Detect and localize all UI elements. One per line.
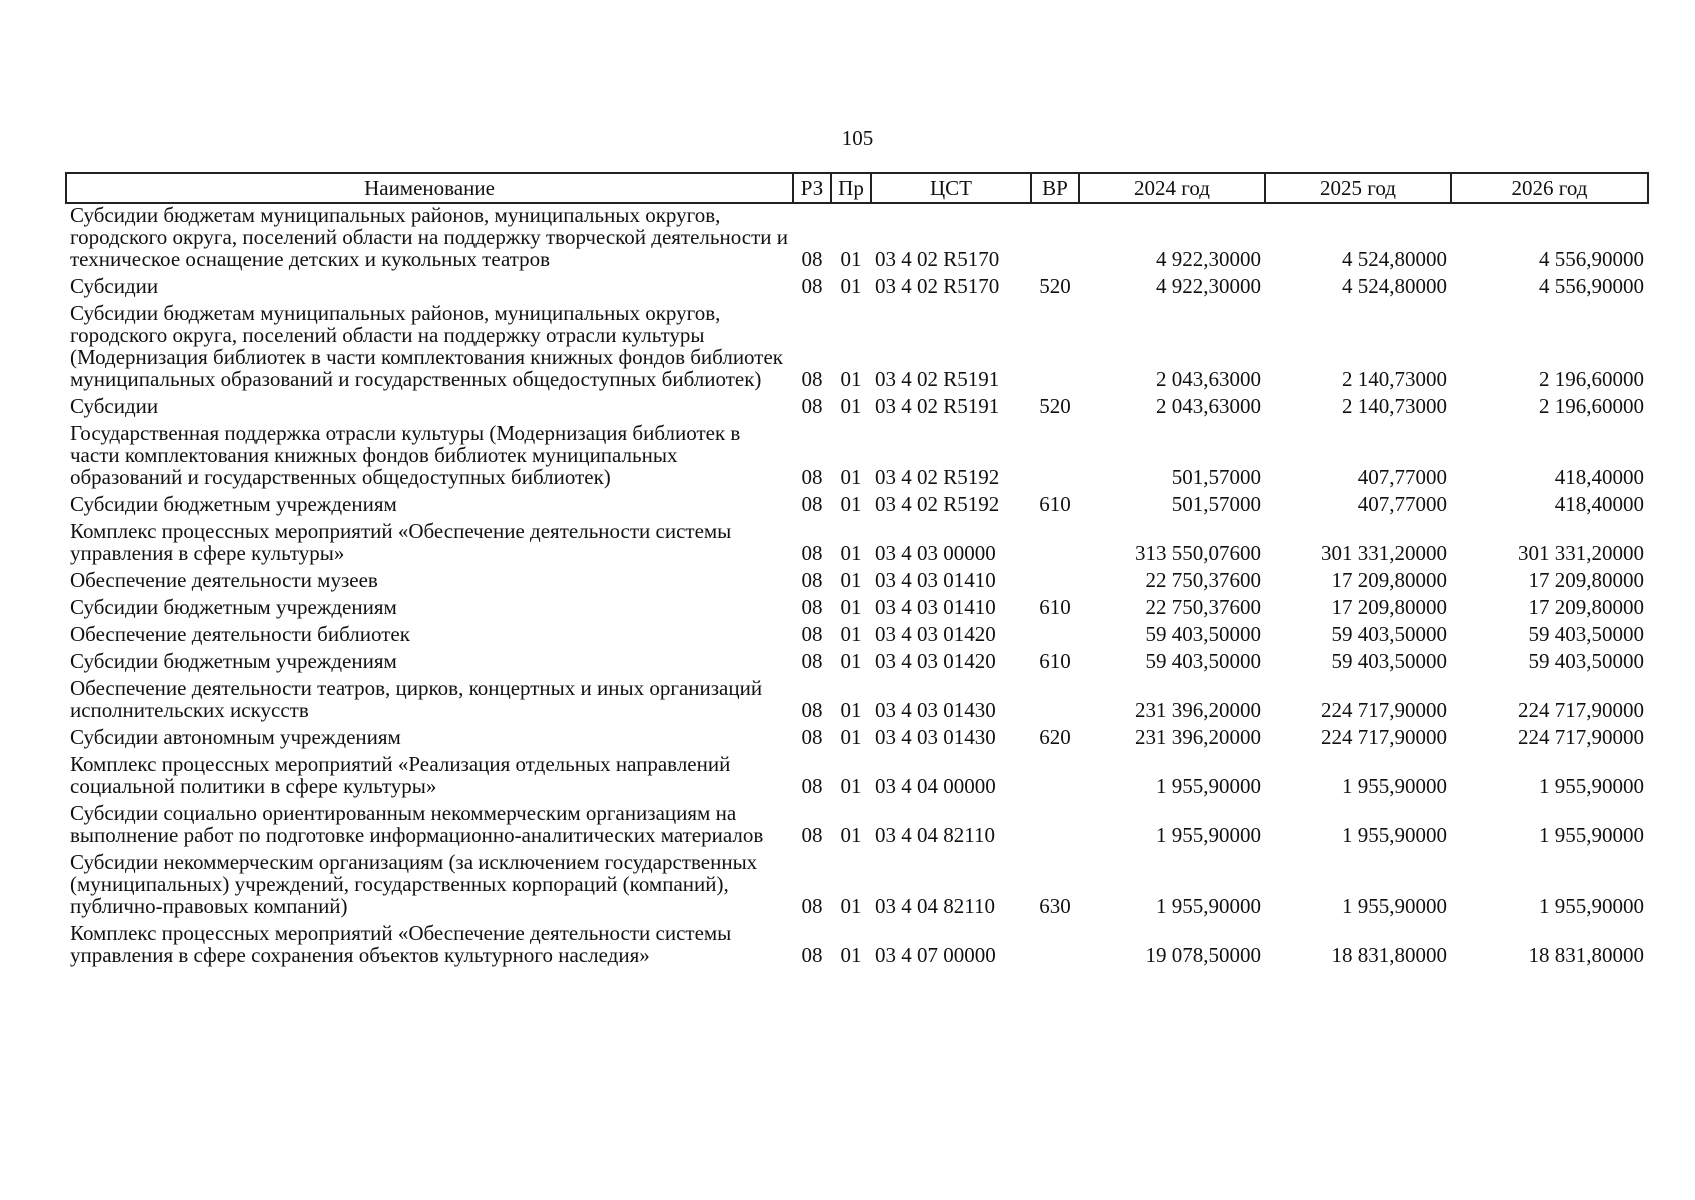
cell-2026: 17 209,80000 xyxy=(1528,595,1644,619)
cell-2026: 2 196,60000 xyxy=(1539,367,1644,391)
cell-2025: 407,77000 xyxy=(1357,465,1447,489)
cell-2025: 17 209,80000 xyxy=(1331,595,1447,619)
cell-rz: 08 xyxy=(801,698,823,722)
cell-2026: 1 955,90000 xyxy=(1539,894,1644,918)
cell-name: Субсидии бюджетным учреждениям xyxy=(70,595,397,619)
header-cst: ЦСТ xyxy=(871,173,1031,203)
cell-pr: 01 xyxy=(840,774,862,798)
cell-2025: 2 140,73000 xyxy=(1342,367,1447,391)
cell-cst: 03 4 03 01410 xyxy=(875,595,996,619)
cell-pr: 01 xyxy=(840,394,862,418)
cell-rz: 08 xyxy=(801,649,823,673)
cell-2025: 407,77000 xyxy=(1357,492,1447,516)
cell-pr: 01 xyxy=(840,367,862,391)
cell-pr: 01 xyxy=(840,595,862,619)
cell-cst: 03 4 02 R5191 xyxy=(875,367,1000,391)
cell-cst: 03 4 02 R5192 xyxy=(875,492,1000,516)
cell-2024: 22 750,37600 xyxy=(1145,595,1261,619)
cell-2024: 2 043,63000 xyxy=(1156,367,1261,391)
cell-vr xyxy=(1031,922,1079,971)
cell-2025: 4 524,80000 xyxy=(1342,274,1447,298)
cell-2025: 1 955,90000 xyxy=(1342,774,1447,798)
cell-2025: 1 955,90000 xyxy=(1342,894,1447,918)
cell-rz: 08 xyxy=(801,725,823,749)
cell-2025: 17 209,80000 xyxy=(1331,568,1447,592)
cell-vr xyxy=(1031,569,1079,596)
header-2026: 2026 год xyxy=(1451,173,1648,203)
cell-cst: 03 4 02 R5192 xyxy=(875,465,1000,489)
cell-rz: 08 xyxy=(801,595,823,619)
cell-name: Субсидии социально ориентированным некоммерческим организациям на выполнение работ по подготовке информационно-аналитических материалов xyxy=(70,801,764,847)
cell-2024: 2 043,63000 xyxy=(1156,394,1261,418)
header-rz: РЗ xyxy=(793,173,831,203)
cell-name: Субсидии бюджетам муниципальных районов, муниципальных округов, городского округа, поселений области на поддержку творческой деятельности и техническое оснащение детских и кукольных театров xyxy=(70,203,788,271)
cell-2025: 1 955,90000 xyxy=(1342,823,1447,847)
cell-rz: 08 xyxy=(801,274,823,298)
cell-vr xyxy=(1031,520,1079,569)
table-body xyxy=(66,203,1648,971)
table-row xyxy=(66,395,1648,422)
cell-name: Субсидии автономным учреждениям xyxy=(70,725,401,749)
cell-2026: 59 403,50000 xyxy=(1528,649,1644,673)
header-name: Наименование xyxy=(66,173,793,203)
cell-2026: 1 955,90000 xyxy=(1539,823,1644,847)
cell-rz: 08 xyxy=(801,465,823,489)
cell-vr: 620 xyxy=(1039,725,1071,749)
cell-2024: 22 750,37600 xyxy=(1145,568,1261,592)
table-header-row xyxy=(66,173,1648,203)
cell-2026: 4 556,90000 xyxy=(1539,247,1644,271)
cell-cst: 03 4 04 00000 xyxy=(875,774,996,798)
cell-pr: 01 xyxy=(840,649,862,673)
cell-2026: 224 717,90000 xyxy=(1518,725,1644,749)
cell-2024: 59 403,50000 xyxy=(1145,649,1261,673)
table-row xyxy=(66,493,1648,520)
cell-cst: 03 4 03 00000 xyxy=(875,541,996,565)
cell-2024: 59 403,50000 xyxy=(1145,622,1261,646)
cell-pr: 01 xyxy=(840,492,862,516)
table-row xyxy=(66,922,1648,971)
cell-vr: 520 xyxy=(1039,274,1071,298)
table-row xyxy=(66,623,1648,650)
cell-rz: 08 xyxy=(801,774,823,798)
cell-2026: 4 556,90000 xyxy=(1539,274,1644,298)
cell-2025: 59 403,50000 xyxy=(1331,649,1447,673)
cell-name: Субсидии xyxy=(70,394,159,418)
table-row xyxy=(66,802,1648,851)
cell-2026: 2 196,60000 xyxy=(1539,394,1644,418)
cell-name: Комплекс процессных мероприятий «Обеспечение деятельности системы управления в сфере культуры» xyxy=(70,519,732,565)
table-row xyxy=(66,677,1648,726)
table-row xyxy=(66,422,1648,493)
cell-pr: 01 xyxy=(840,465,862,489)
cell-2024: 313 550,07600 xyxy=(1135,541,1261,565)
cell-pr: 01 xyxy=(840,943,862,967)
cell-cst: 03 4 02 R5170 xyxy=(875,247,1000,271)
cell-2026: 301 331,20000 xyxy=(1518,541,1644,565)
cell-pr: 01 xyxy=(840,725,862,749)
cell-rz: 08 xyxy=(801,541,823,565)
cell-pr: 01 xyxy=(840,894,862,918)
cell-rz: 08 xyxy=(801,622,823,646)
cell-2025: 2 140,73000 xyxy=(1342,394,1447,418)
cell-2025: 224 717,90000 xyxy=(1321,698,1447,722)
cell-cst: 03 4 03 01420 xyxy=(875,649,996,673)
cell-vr xyxy=(1031,422,1079,493)
table-row xyxy=(66,569,1648,596)
header-2025: 2025 год xyxy=(1265,173,1451,203)
cell-name: Субсидии xyxy=(70,274,159,298)
table-row xyxy=(66,726,1648,753)
cell-name: Комплекс процессных мероприятий «Обеспечение деятельности системы управления в сфере сохранения объектов культурного наследия» xyxy=(70,921,732,967)
cell-pr: 01 xyxy=(840,541,862,565)
cell-vr xyxy=(1031,677,1079,726)
cell-cst: 03 4 07 00000 xyxy=(875,943,996,967)
budget-table xyxy=(65,172,1649,971)
cell-vr xyxy=(1031,802,1079,851)
cell-cst: 03 4 03 01410 xyxy=(875,568,996,592)
cell-rz: 08 xyxy=(801,492,823,516)
cell-2024: 4 922,30000 xyxy=(1156,274,1261,298)
cell-cst: 03 4 03 01430 xyxy=(875,725,996,749)
header-pr: Пр xyxy=(831,173,871,203)
cell-vr xyxy=(1031,623,1079,650)
cell-2026: 224 717,90000 xyxy=(1518,698,1644,722)
cell-2026: 1 955,90000 xyxy=(1539,774,1644,798)
cell-vr xyxy=(1031,302,1079,395)
cell-rz: 08 xyxy=(801,394,823,418)
cell-2024: 501,57000 xyxy=(1171,492,1261,516)
cell-name: Обеспечение деятельности театров, цирков, концертных и иных организаций исполнительских искусств xyxy=(70,676,763,722)
table-row xyxy=(66,753,1648,802)
cell-vr: 630 xyxy=(1039,894,1071,918)
cell-vr xyxy=(1031,203,1079,275)
cell-name: Обеспечение деятельности библиотек xyxy=(70,622,410,646)
cell-name: Обеспечение деятельности музеев xyxy=(70,568,378,592)
cell-2024: 1 955,90000 xyxy=(1156,823,1261,847)
header-2024: 2024 год xyxy=(1079,173,1265,203)
cell-vr: 610 xyxy=(1039,649,1071,673)
cell-name: Субсидии бюджетным учреждениям xyxy=(70,492,397,516)
cell-rz: 08 xyxy=(801,943,823,967)
cell-pr: 01 xyxy=(840,622,862,646)
cell-2024: 4 922,30000 xyxy=(1156,247,1261,271)
cell-2025: 59 403,50000 xyxy=(1331,622,1447,646)
cell-2026: 418,40000 xyxy=(1554,465,1644,489)
cell-2026: 418,40000 xyxy=(1554,492,1644,516)
cell-2026: 18 831,80000 xyxy=(1528,943,1644,967)
header-vr: ВР xyxy=(1031,173,1079,203)
cell-2024: 231 396,20000 xyxy=(1135,698,1261,722)
cell-name: Комплекс процессных мероприятий «Реализация отдельных направлений социальной политики в сфере культуры» xyxy=(70,752,731,798)
cell-name: Государственная поддержка отрасли культуры (Модернизация библиотек в части комплектования книжных фондов библиотек муниципальных образований и государственных общедоступных библиотек) xyxy=(70,421,741,489)
table-row xyxy=(66,650,1648,677)
page-number: 105 xyxy=(841,126,874,150)
cell-vr: 610 xyxy=(1039,595,1071,619)
cell-rz: 08 xyxy=(801,247,823,271)
cell-2026: 59 403,50000 xyxy=(1528,622,1644,646)
cell-name: Субсидии некоммерческим организациям (за исключением государственных (муниципальных) учреждений, государственных корпораций (компаний), публично-правовых компаний) xyxy=(70,850,758,918)
table-row xyxy=(66,203,1648,275)
cell-pr: 01 xyxy=(840,568,862,592)
cell-pr: 01 xyxy=(840,247,862,271)
cell-cst: 03 4 03 01420 xyxy=(875,622,996,646)
cell-2025: 18 831,80000 xyxy=(1331,943,1447,967)
cell-name: Субсидии бюджетам муниципальных районов, муниципальных округов, городского округа, поселений области на поддержку отрасли культуры (Модернизация библиотек в части комплектования книжных фондов библиотек муниципальных образований и государственных общедоступных библиотек) xyxy=(70,301,783,391)
cell-2024: 231 396,20000 xyxy=(1135,725,1261,749)
table-row xyxy=(66,520,1648,569)
cell-rz: 08 xyxy=(801,823,823,847)
cell-2024: 19 078,50000 xyxy=(1145,943,1261,967)
cell-cst: 03 4 04 82110 xyxy=(875,823,995,847)
table-row xyxy=(66,302,1648,395)
cell-cst: 03 4 04 82110 xyxy=(875,894,995,918)
cell-2025: 224 717,90000 xyxy=(1321,725,1447,749)
cell-2024: 1 955,90000 xyxy=(1156,774,1261,798)
table-row xyxy=(66,851,1648,922)
cell-2026: 17 209,80000 xyxy=(1528,568,1644,592)
table-row xyxy=(66,596,1648,623)
cell-2024: 1 955,90000 xyxy=(1156,894,1261,918)
cell-2024: 501,57000 xyxy=(1171,465,1261,489)
cell-vr: 520 xyxy=(1039,394,1071,418)
cell-pr: 01 xyxy=(840,698,862,722)
cell-cst: 03 4 02 R5170 xyxy=(875,274,1000,298)
cell-pr: 01 xyxy=(840,274,862,298)
cell-vr xyxy=(1031,753,1079,802)
cell-vr: 610 xyxy=(1039,492,1071,516)
cell-2025: 301 331,20000 xyxy=(1321,541,1447,565)
cell-name: Субсидии бюджетным учреждениям xyxy=(70,649,397,673)
cell-rz: 08 xyxy=(801,894,823,918)
table-row xyxy=(66,275,1648,302)
cell-cst: 03 4 02 R5191 xyxy=(875,394,1000,418)
cell-pr: 01 xyxy=(840,823,862,847)
cell-2025: 4 524,80000 xyxy=(1342,247,1447,271)
cell-cst: 03 4 03 01430 xyxy=(875,698,996,722)
cell-rz: 08 xyxy=(801,568,823,592)
cell-rz: 08 xyxy=(801,367,823,391)
